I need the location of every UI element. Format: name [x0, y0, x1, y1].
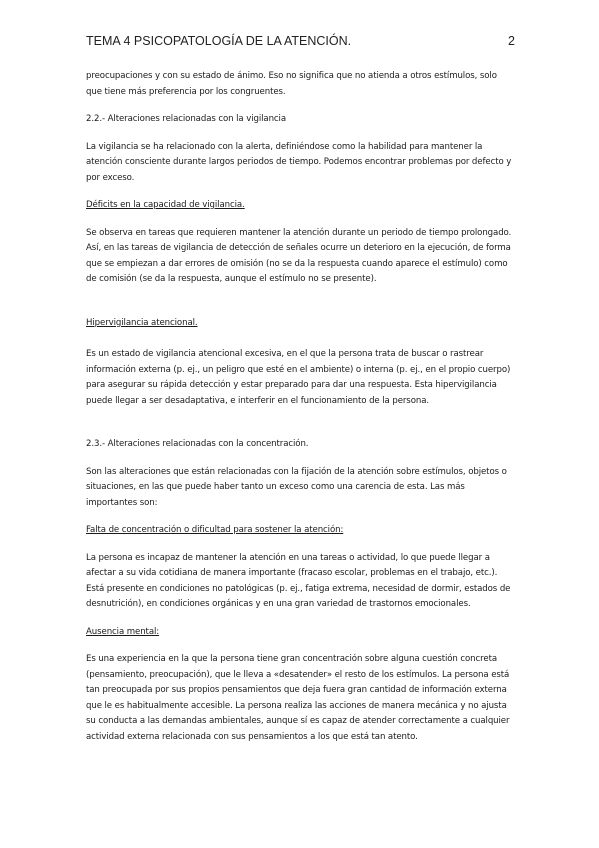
document-body — [86, 69, 514, 745]
paragraph-falta-concentracion: La persona es incapaz de mantener la atención en una tareas o actividad, lo que puede llegar a afectar a su vida cotidiana de manera importante (fracaso escolar, problemas en el trabajo, etc.). Está presente en condiciones no patológicas (p. ej., fatiga extrema, necesidad de dormir, estados de desnutrición), en condiciones orgánicas y en una gran variedad de trastornos emocionales. — [86, 552, 511, 609]
heading-concentracion: 2.3.- Alteraciones relacionadas con la concentración. — [86, 439, 309, 449]
subheading-deficits: Déficits en la capacidad de vigilancia. — [86, 200, 245, 210]
paragraph-ausencia-mental: Es una experiencia en la que la persona tiene gran concentración sobre alguna cuestión concreta (pensamiento, preocupación), que le lleva a «desatender» el resto de los estímulos. La persona está tan preocupada por sus propios pensamientos que deja fuera gran cantidad de información externa que le es habitualmente accesible. La persona realiza las acciones de manera mecánica y no ajusta su conducta a las demandas ambientales, aunque sí es capaz de atender correctamente a cualquier actividad externa relacionada con sus pensamientos a los que está tan atento. — [86, 654, 510, 742]
paragraph-deficits: Se observa en tareas que requieren mantener la atención durante un periodo de tiempo prolongado. Así, en las tareas de vigilancia de detección de señales ocurre un deterioro en la ejecución, de forma que se empiezan a dar errores de omisión (no se da la respuesta cuando aparece el estímulo) como de comisión (se da la respuesta, aunque el estímulo no se presente). — [86, 227, 512, 284]
page-number: 2 — [508, 34, 515, 48]
page-header — [86, 34, 515, 48]
paragraph-continuation: preocupaciones y con su estado de ánimo. Eso no significa que no atienda a otros estímulos, solo que tiene más preferencia por los congruentes. — [86, 71, 497, 97]
paragraph-concentracion: Son las alteraciones que están relacionadas con la fijación de la atención sobre estímulos, objetos o situaciones, en las que puede haber tanto un exceso como una carencia de esta. Las más importantes son: — [86, 466, 507, 508]
paragraph-vigilancia: La vigilancia se ha relacionado con la alerta, definiéndose como la habilidad para mantener la atención consciente durante largos periodos de tiempo. Podemos encontrar problemas por defecto y por exceso. — [86, 141, 512, 183]
paragraph-hipervigilancia: Es un estado de vigilancia atencional excesiva, en el que la persona trata de buscar o rastrear información externa (p. ej., un peligro que esté en el ambiente) o interna (p. ej., en el propio cuerpo) para asegurar su rápida detección y estar preparado para dar una respuesta. Esta hipervigilancia puede llegar a ser desadaptativa, e interferir en el funcionamiento de la persona. — [86, 349, 511, 406]
subheading-ausencia-mental: Ausencia mental: — [86, 626, 160, 637]
heading-vigilancia: 2.2.- Alteraciones relacionadas con la vigilancia — [86, 114, 287, 124]
document-title: TEMA 4 PSICOPATOLOGÍA DE LA ATENCIÓN. — [86, 34, 352, 48]
subheading-falta-concentracion: Falta de concentración o dificultad para sostener la atención: — [86, 525, 344, 535]
subheading-hipervigilancia: Hipervigilancia atencional. — [86, 317, 198, 328]
